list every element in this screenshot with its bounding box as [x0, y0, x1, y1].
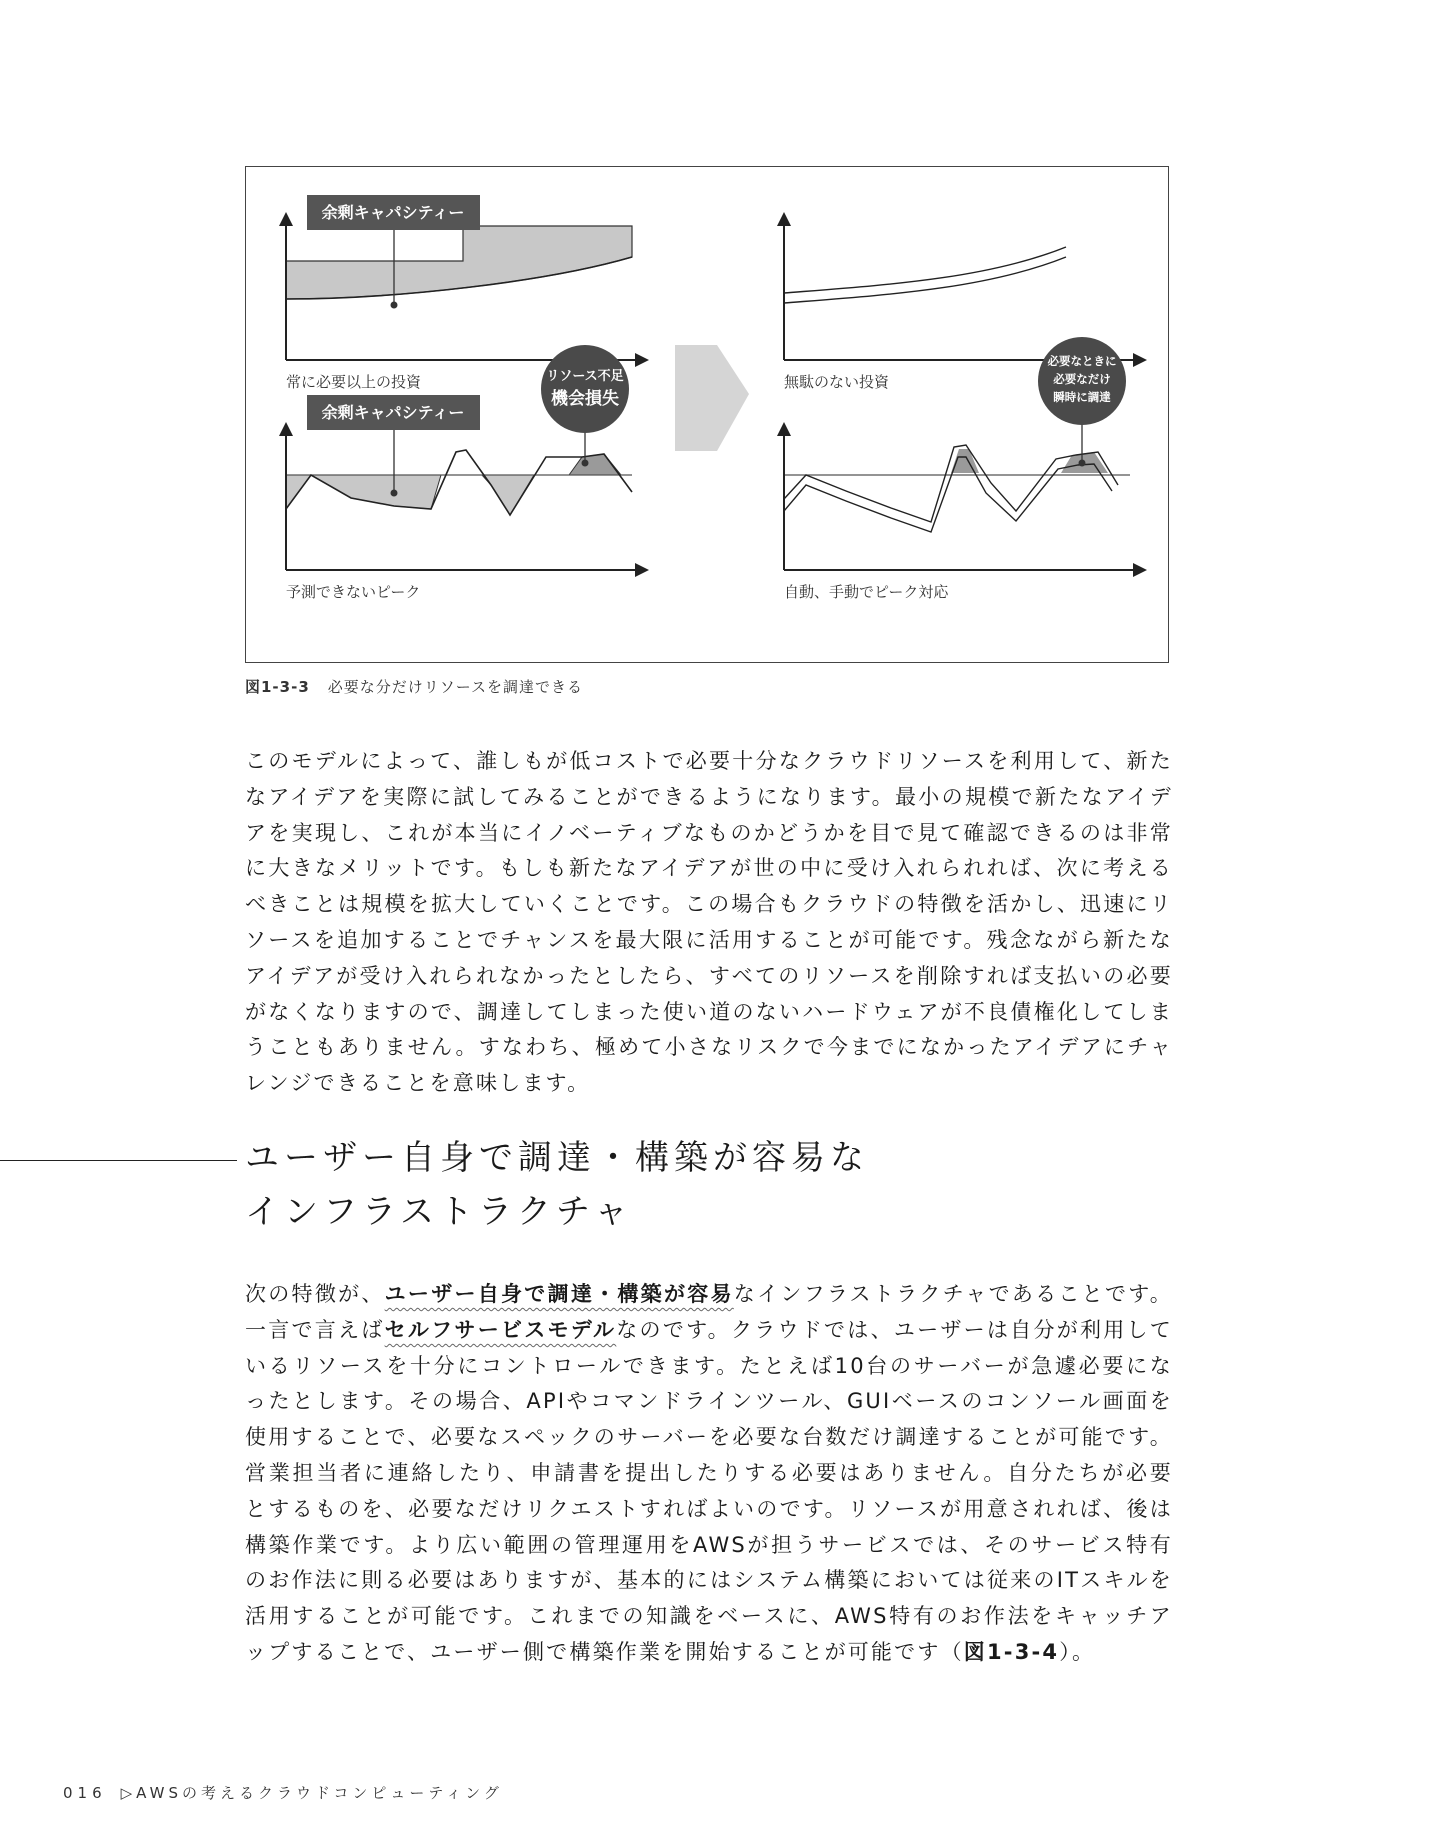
- bubble-pointer-dot: [582, 460, 589, 467]
- transition-arrow: [675, 345, 749, 451]
- panel-caption: 常に必要以上の投資: [286, 373, 422, 391]
- peak-area: [951, 449, 979, 473]
- paragraph2-text: 次の特徴が、: [245, 1282, 385, 1306]
- figure-caption: [245, 676, 583, 697]
- panel-caption: 予測できないピーク: [286, 583, 421, 601]
- body-paragraph-2: [245, 1277, 1173, 1671]
- surplus-tag-label: 余剰キャパシティー: [321, 203, 465, 222]
- tag-pointer-dot: [391, 490, 398, 497]
- section-heading: [245, 1131, 869, 1239]
- procure-bubble-line2: 必要なだけ: [1053, 372, 1111, 386]
- panel-caption: 無駄のない投資: [784, 373, 890, 391]
- procure-bubble-line1: 必要なときに: [1047, 354, 1117, 368]
- section-heading-line2: インフラストラクチャ: [245, 1192, 633, 1232]
- running-title: ▷AWSの考えるクラウドコンピューティング: [120, 1784, 503, 1802]
- procure-bubble-line3: 瞬時に調達: [1053, 390, 1111, 404]
- figure-caption-text: 必要な分だけリソースを調達できる: [327, 678, 584, 696]
- heading-rule: [0, 1160, 237, 1161]
- figure-number: 図1-3-3: [245, 678, 310, 696]
- surplus-tag-label: 余剰キャパシティー: [321, 403, 465, 422]
- section-heading-line1: ユーザー自身で調達・構築が容易な: [245, 1138, 869, 1178]
- page-footer: [63, 1782, 503, 1803]
- capacity-line-outer: [784, 445, 1118, 522]
- bubble-pointer-dot: [1079, 460, 1086, 467]
- paragraph2-text: なインフラストラクチャであることです。一言で言えば: [245, 1282, 1174, 1342]
- paragraph2-text: ）。: [1059, 1639, 1096, 1664]
- surplus-area: [311, 475, 441, 509]
- shortage-bubble-line2: 機会損失: [551, 389, 619, 409]
- figure-diagram: [246, 167, 1170, 664]
- shortage-bubble-line1: リソース不足: [546, 369, 624, 384]
- figure-reference: 図1-3-4: [963, 1639, 1060, 1664]
- emphasis-self-service-model: セルフサービスモデル: [384, 1317, 617, 1342]
- capacity-line-outer: [784, 247, 1066, 293]
- tag-pointer-dot: [391, 302, 398, 309]
- panel-caption: 自動、手動でピーク対応: [784, 583, 949, 601]
- paragraph2-text: なのです。クラウドでは、ユーザーは自分が利用しているリソースを十分にコントロールできます。たとえば10台のサーバーが急遽必要になったとします。その場合、APIやコマンドラインツール、GUIベースのコンソール画面を使用することで、必要なスペックのサーバーを必要な台数だけ調達することが可能です。営業担当者に連絡したり、申請書を提出したりする必要はありません。自分たちが必要とするものを、必要なだけリクエストすればよいのです。リソースが用意されれば、後は構築作業です。より広い範囲の管理運用をAWSが担うサービスでは、そのサービス特有のお作法に則る必要はありますが、基本的にはシステム構築においては従来のITスキルを活用することが可能です。これまでの知識をベースに、AWS特有のお作法をキャッチアップすることで、ユーザー側で構築作業を開始することが可能です（: [245, 1317, 1174, 1664]
- surplus-area: [482, 475, 534, 515]
- figure-1-3-3: [245, 166, 1169, 663]
- body-paragraph-1: このモデルによって、誰しもが低コストで必要十分なクラウドリソースを利用して、新たなアイデアを実際に試してみることができるようになります。最小の規模で新たなアイデアを実現し、これが本当にイノベーティブなものかどうかを目で見て確認できるのは非常に大きなメリットです。もしも新たなアイデアが世の中に受け入れられれば、次に考えるべきことは規模を拡大していくことです。この場合もクラウドの特徴を活かし、迅速にリソースを追加することでチャンスを最大限に活用することが可能です。残念ながら新たなアイデアが受け入れられなかったとしたら、すべてのリソースを削除すれば支払いの必要がなくなりますので、調達してしまった使い道のないハードウェアが不良債権化してしまうこともありません。すなわち、極めて小さなリスクで今までになかったアイデアにチャレンジできることを意味します。: [245, 749, 1173, 1096]
- emphasis-self-procure: ユーザー自身で調達・構築が容易: [384, 1282, 734, 1306]
- page-number: 016: [63, 1784, 107, 1802]
